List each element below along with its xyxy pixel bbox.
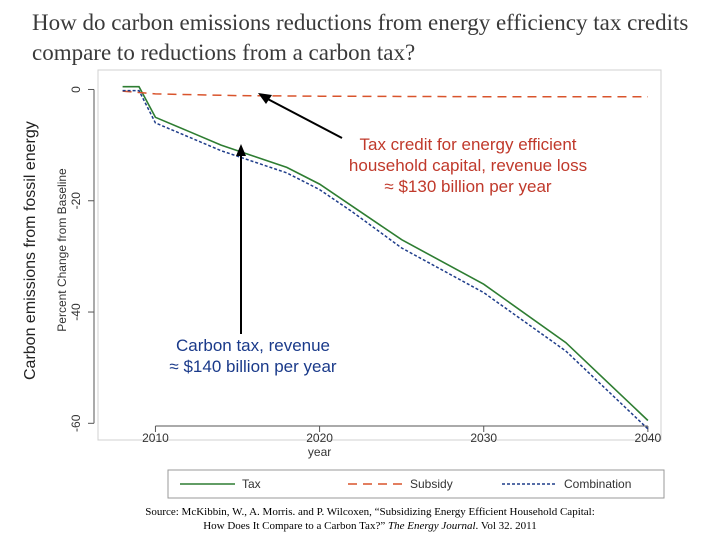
y-tick-label: -20 (69, 192, 83, 210)
emissions-chart (50, 66, 670, 506)
subsidy-annotation (318, 134, 618, 197)
subsidy-annotation-line: Tax credit for energy efficient (359, 135, 577, 154)
slide-title: How do carbon emissions reductions from energy efficiency tax credits compare to reductions from a carbon tax? (32, 10, 689, 65)
carbon-tax-annotation-line: Carbon tax, revenue (175, 336, 331, 355)
y-tick-label: -40 (69, 303, 83, 321)
x-tick-label: 2020 (306, 431, 333, 445)
legend-label-subsidy: Subsidy (410, 477, 453, 491)
source-journal: The Energy Journal (387, 520, 476, 532)
legend (168, 470, 664, 498)
legend-label-combination: Combination (564, 477, 632, 491)
plot-frame (98, 70, 661, 440)
carbon-tax-annotation-line: ≈ $140 billion per year (169, 357, 337, 376)
source-line-2 (70, 519, 670, 533)
x-tick-label: 2040 (634, 431, 662, 445)
x-axis-label: year (307, 445, 332, 459)
source-line-1: Source: McKibbin, W., A. Morris. and P. Wilcoxen, “Subsidizing Energy Efficient Household Capital: (145, 506, 595, 518)
side-axis-label: Carbon emissions from fossil energy (22, 121, 39, 380)
y-axis-label: Percent Change from Baseline (55, 168, 69, 332)
legend-label-tax: Tax (242, 477, 261, 491)
subsidy-annotation-line: household capital, revenue loss (348, 156, 588, 175)
carbon-tax-annotation (148, 335, 358, 377)
source-title: How Does It Compare to a Carbon Tax?” (203, 520, 388, 532)
x-tick-label: 2010 (142, 431, 169, 445)
subsidy-annotation-line: ≈ $130 billion per year (384, 177, 552, 196)
y-tick-label: -60 (69, 414, 83, 432)
source-citation (70, 505, 670, 533)
source-volume: . Vol 32. 2011 (475, 520, 537, 532)
x-tick-label: 2030 (470, 431, 498, 445)
y-tick-label: 0 (69, 86, 83, 93)
